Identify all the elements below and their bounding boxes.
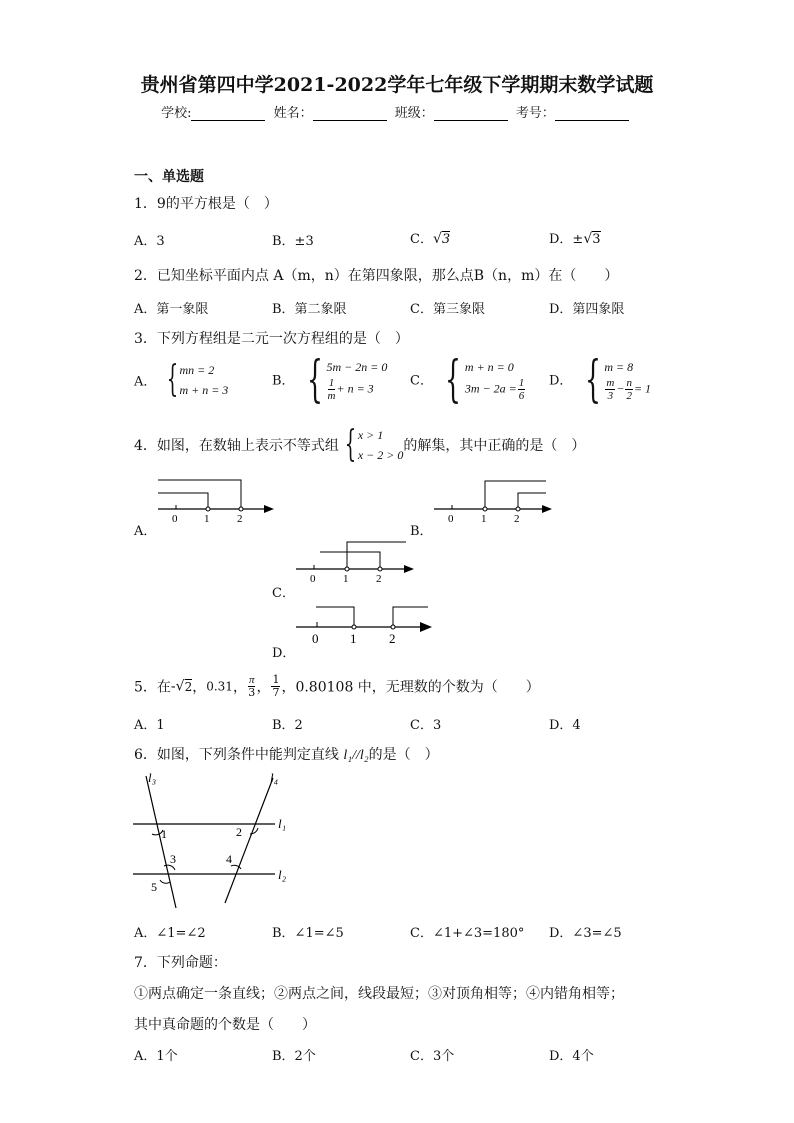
class-blank[interactable] xyxy=(434,107,508,121)
minus-sign: - xyxy=(170,678,176,695)
q1-c-radicand: 3 xyxy=(441,232,451,247)
equation-rest: = 1 xyxy=(633,380,652,395)
equation: m + n = 3 xyxy=(179,383,229,397)
angle-label-4: 4 xyxy=(226,852,232,866)
angle-label-5: 5 xyxy=(151,880,157,894)
angle-label-3: 3 xyxy=(170,852,176,866)
question-1-stem: 1．9的平方根是（ ） xyxy=(134,196,278,212)
q3-b-label: B． xyxy=(272,373,295,389)
number-line-b xyxy=(430,476,560,526)
q1-option-b[interactable]: B．±3 xyxy=(272,234,314,249)
q3-a-label: A． xyxy=(134,374,157,390)
brace-icon: { xyxy=(445,350,461,408)
denominator: 2 xyxy=(626,389,632,402)
student-info-line xyxy=(0,102,794,121)
q3-option-c[interactable] xyxy=(410,350,526,408)
question-7-propositions: ①两点确定一条直线；②两点之间，线段最短；③对顶角相等；④内错角相等； xyxy=(134,986,624,1002)
brace-icon: { xyxy=(584,350,601,408)
equation-rest: + n = 3 xyxy=(336,380,374,395)
q6-stem-math: l₁//l₂ xyxy=(343,748,369,763)
number-label: 考号： xyxy=(515,106,555,121)
repeating-decimal: 0.31 xyxy=(206,679,233,694)
equation-system xyxy=(577,350,652,408)
separator: ， xyxy=(192,679,207,696)
tick-label: 0 xyxy=(172,513,178,525)
q4-option-b[interactable]: B． xyxy=(410,524,433,539)
equation: m + n = 0 xyxy=(464,359,514,374)
line-label-l3: l₃ xyxy=(148,770,157,785)
inequality: x > 1 xyxy=(357,428,384,442)
q3-c-label: C． xyxy=(410,373,433,389)
parallel-lines-diagram xyxy=(130,768,300,913)
q6-stem-pre: 6．如图，下列条件中能判定直线 xyxy=(134,747,344,763)
angle-label-1: 1 xyxy=(161,827,167,841)
q6-option-d[interactable]: D．∠3=∠5 xyxy=(549,926,622,941)
school-label: 学校: xyxy=(161,106,192,121)
tick-label: 1 xyxy=(343,573,349,585)
tick-label: 0 xyxy=(310,573,316,585)
tick-label: 1 xyxy=(204,513,210,525)
q6-option-a[interactable]: A．∠1=∠2 xyxy=(134,926,206,941)
inequality: x − 2 > 0 xyxy=(357,448,404,462)
sqrt-icon: √ xyxy=(432,231,442,247)
q5-option-b[interactable]: B．2 xyxy=(272,718,303,733)
line-label-l1: l₁ xyxy=(278,816,287,831)
separator: ， xyxy=(256,679,271,696)
question-2-stem: 2．已知坐标平面内点 A（m，n）在第四象限，那么点B（n，m）在（ ） xyxy=(134,268,619,284)
denominator: m xyxy=(327,389,336,402)
q1-option-a[interactable]: A．3 xyxy=(134,234,165,249)
denominator: 7 xyxy=(272,686,280,699)
q3-option-b[interactable] xyxy=(272,350,388,408)
q7-option-d[interactable]: D．4个 xyxy=(549,1049,594,1064)
q2-option-b[interactable]: B．第二象限 xyxy=(272,302,347,317)
denominator: 6 xyxy=(518,389,525,402)
brace-icon: { xyxy=(306,350,323,408)
sqrt-icon: √ xyxy=(583,231,593,247)
class-label: 班级： xyxy=(394,106,434,121)
section-title: 一、单选题 xyxy=(134,169,204,185)
q7-option-b[interactable]: B．2个 xyxy=(272,1049,316,1064)
question-4-stem xyxy=(134,425,585,465)
equation xyxy=(327,377,388,402)
name-blank[interactable] xyxy=(313,107,387,121)
equation xyxy=(604,377,651,402)
q4-stem-post: 的解集，其中正确的是（ ） xyxy=(403,438,586,454)
exam-title: 贵州省第四中学2021-2022学年七年级下学期期末数学试题 xyxy=(140,74,654,96)
numerator: m xyxy=(606,376,615,389)
number-line-a xyxy=(150,474,280,526)
q4-option-d[interactable]: D． xyxy=(272,646,296,661)
tick-label: 2 xyxy=(376,573,382,585)
number-line-d xyxy=(292,600,437,650)
brace-icon: { xyxy=(344,424,357,465)
tick-label: 2 xyxy=(389,631,396,646)
q6-stem-post: 的是（ ） xyxy=(368,747,439,763)
fraction-1-over-7 xyxy=(271,674,280,699)
question-3-stem: 3．下列方程组是二元一次方程组的是（ ） xyxy=(134,331,409,347)
tick-label: 1 xyxy=(481,513,487,525)
tick-label: 0 xyxy=(312,631,319,646)
numerator: 1 xyxy=(272,673,280,686)
q5-option-a[interactable]: A．1 xyxy=(134,718,165,733)
line-label-l2: l₂ xyxy=(278,867,287,882)
inequality-system xyxy=(339,425,403,465)
school-blank[interactable] xyxy=(191,107,265,121)
equation xyxy=(465,377,526,402)
equation-rest: 3m − 2a = xyxy=(464,380,517,395)
angle-label-2: 2 xyxy=(236,825,242,839)
denominator: 3 xyxy=(607,389,614,402)
numerator: 1 xyxy=(328,376,335,389)
q4-stem-pre: 4．如图，在数轴上表示不等式组 xyxy=(134,438,339,454)
name-label: 姓名： xyxy=(273,106,313,121)
line-label-l4: l₄ xyxy=(270,770,279,785)
q5-post: ，0.80108 中，无理数的个数为（ ） xyxy=(281,679,540,696)
q5-option-c[interactable]: C．3 xyxy=(410,718,442,733)
radicand: 2 xyxy=(184,679,193,694)
separator: ， xyxy=(232,679,247,696)
q2-option-a[interactable]: A．第一象限 xyxy=(134,302,209,317)
q1-d-radicand: 3 xyxy=(592,232,601,247)
denominator: 3 xyxy=(248,686,256,699)
numerator: π xyxy=(248,674,255,686)
minus-sign: − xyxy=(616,380,625,395)
tick-label: 2 xyxy=(237,513,243,525)
question-7-ask: 其中真命题的个数是（ ） xyxy=(134,1017,316,1033)
q1-option-d[interactable] xyxy=(549,228,601,247)
q1-c-prefix: C． xyxy=(410,232,433,247)
equation-system xyxy=(437,350,526,408)
equation: mn = 2 xyxy=(179,363,215,377)
equation-system xyxy=(299,350,388,408)
q3-option-d[interactable] xyxy=(549,350,652,408)
tick-label: 0 xyxy=(448,513,454,525)
q1-option-c[interactable] xyxy=(410,228,450,247)
equation-system xyxy=(161,360,229,400)
question-6-stem xyxy=(134,744,439,764)
number-blank[interactable] xyxy=(555,107,629,121)
question-5-stem xyxy=(134,674,540,699)
q2-option-d[interactable]: D．第四象限 xyxy=(549,302,625,317)
question-7-stem: 7．下列命题： xyxy=(134,955,227,971)
q2-option-c[interactable]: C．第三象限 xyxy=(410,302,485,317)
q5-option-d[interactable]: D．4 xyxy=(549,718,581,733)
q1-d-prefix: D．± xyxy=(549,232,584,247)
numerator: 1 xyxy=(518,376,525,389)
tick-label: 2 xyxy=(514,513,520,525)
q6-option-b[interactable]: B．∠1=∠5 xyxy=(272,926,344,941)
equation: m = 8 xyxy=(604,359,634,374)
q7-option-c[interactable]: C．3个 xyxy=(410,1049,455,1064)
q4-option-c[interactable]: C． xyxy=(272,586,295,601)
q4-option-a[interactable]: A． xyxy=(134,524,157,539)
q5-pre: 5．在 xyxy=(134,679,171,696)
sqrt-icon: √ xyxy=(175,678,185,695)
q6-option-c[interactable]: C．∠1+∠3=180° xyxy=(410,926,525,941)
fraction-pi-over-3 xyxy=(248,674,256,699)
q7-option-a[interactable]: A．1个 xyxy=(134,1049,178,1064)
number-line-c xyxy=(292,537,422,587)
brace-icon: { xyxy=(166,359,178,400)
equation: 5m − 2n = 0 xyxy=(326,359,388,374)
tick-label: 1 xyxy=(350,631,357,646)
q3-option-a[interactable] xyxy=(134,360,228,400)
numerator: n xyxy=(626,376,632,389)
q3-d-label: D． xyxy=(549,373,573,389)
